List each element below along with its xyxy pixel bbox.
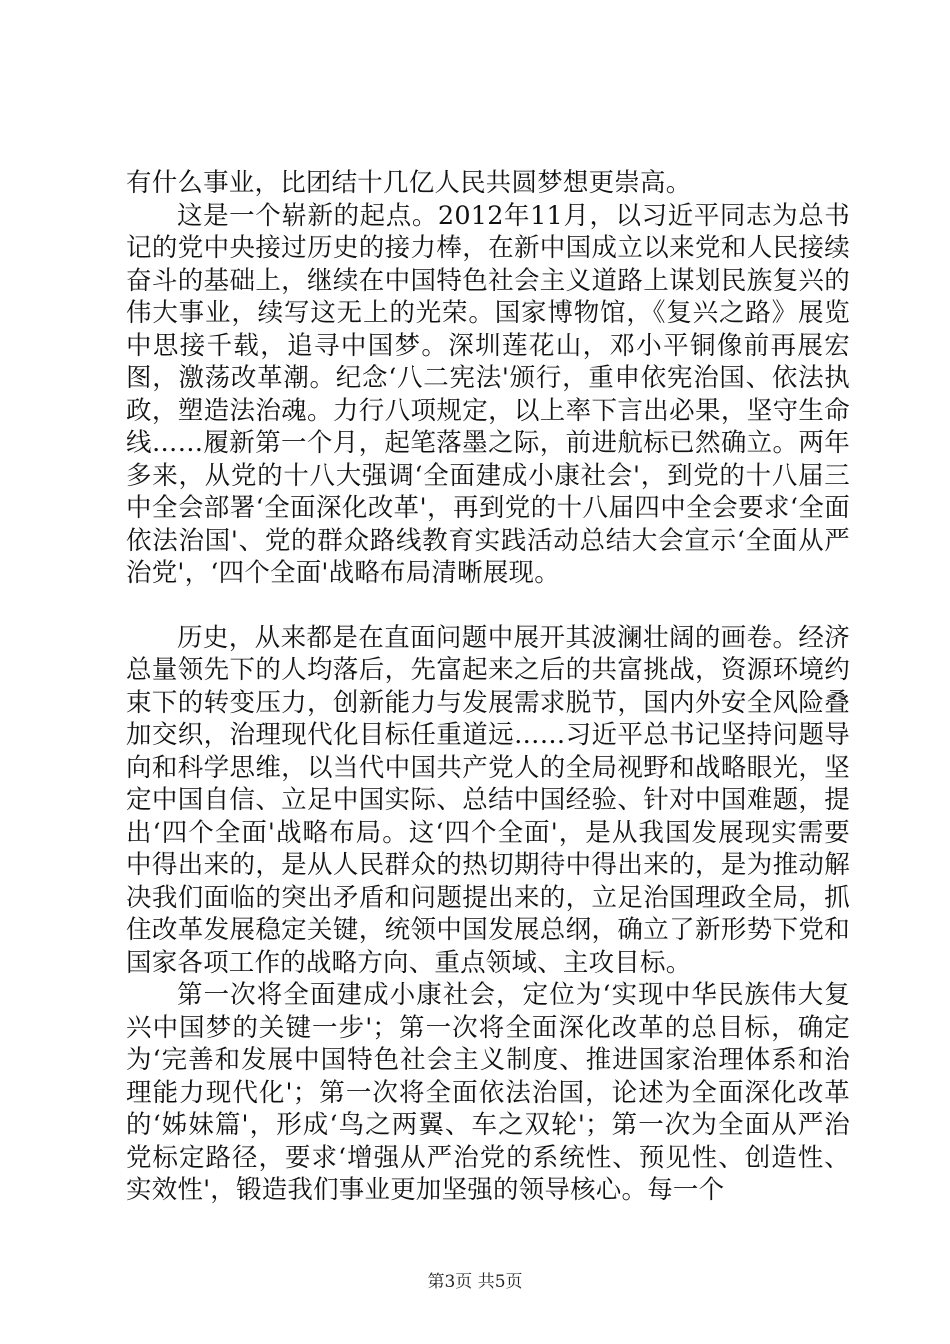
page-footer: 第3页 共5页 — [427, 1272, 523, 1292]
paragraph-4: 第一次将全面建成小康社会，定位为‘实现中华民族伟大复兴中国梦的关键一步'；第一次将全面深化改革的总目标，确定为‘完善和发展中国特色社会主义制度、推进国家治理体系和治理能力现代化'；第一次将全面依法治国，论述为全面深化改革的‘姊妹篇'，形成‘鸟之两翼、车之双轮'；第一次为全面从严治党标定路径，要求‘增强从严治党的系统性、预见性、创造性、实效性'，锻造我们事业更加坚强的领导核心。每一个 — [126, 980, 850, 1205]
paragraph-1: 有什么事业，比团结十几亿人民共圆梦想更崇高。 — [126, 168, 692, 198]
document-body — [126, 167, 850, 1207]
paragraph-3: 历史，从来都是在直面问题中展开其波澜壮阔的画卷。经济总量领先下的人均落后，先富起来之后的共富挑战，资源环境约束下的转变压力，创新能力与发展需求脱节，国内外安全风险叠加交织，治理现代化目标任重道远……习近平总书记坚持问题导向和科学思维，以当代中国共产党人的全局视野和战略眼光，坚定中国自信、立足中国实际、总结中国经验、针对中国难题，提出‘四个全面'战略布局。这‘四个全面'，是从我国发展现实需要中得出来的，是从人民群众的热切期待中得出来的，是为推动解决我们面临的突出矛盾和问题提出来的，立足治国理政全局，抓住改革发展稳定关键，统领中国发展总纲，确立了新形势下党和国家各项工作的战略方向、重点领域、主攻目标。 — [126, 622, 850, 978]
paragraph-2: 这是一个崭新的起点。2012年11月，以习近平同志为总书记的党中央接过历史的接力棒，在新中国成立以来党和人民接续奋斗的基础上，继续在中国特色社会主义道路上谋划民族复兴的伟大事业，续写这无上的光荣。国家博物馆，《复兴之路》展览中思接千载，追寻中国梦。深圳莲花山，邓小平铜像前再展宏图，激荡改革潮。纪念‘八二宪法'颁行，重申依宪治国、依法执政，塑造法治魂。力行八项规定，以上率下言出必果，坚守生命线……履新第一个月，起笔落墨之际，前进航标已然确立。两年多来，从党的十八大强调‘全面建成小康社会'，到党的十八届三中全会部署‘全面深化改革'，再到党的十八届四中全会要求‘全面依法治国'、党的群众路线教育实践活动总结大会宣示‘全面从严治党'，‘四个全面'战略布局清晰展现。 — [126, 200, 850, 588]
